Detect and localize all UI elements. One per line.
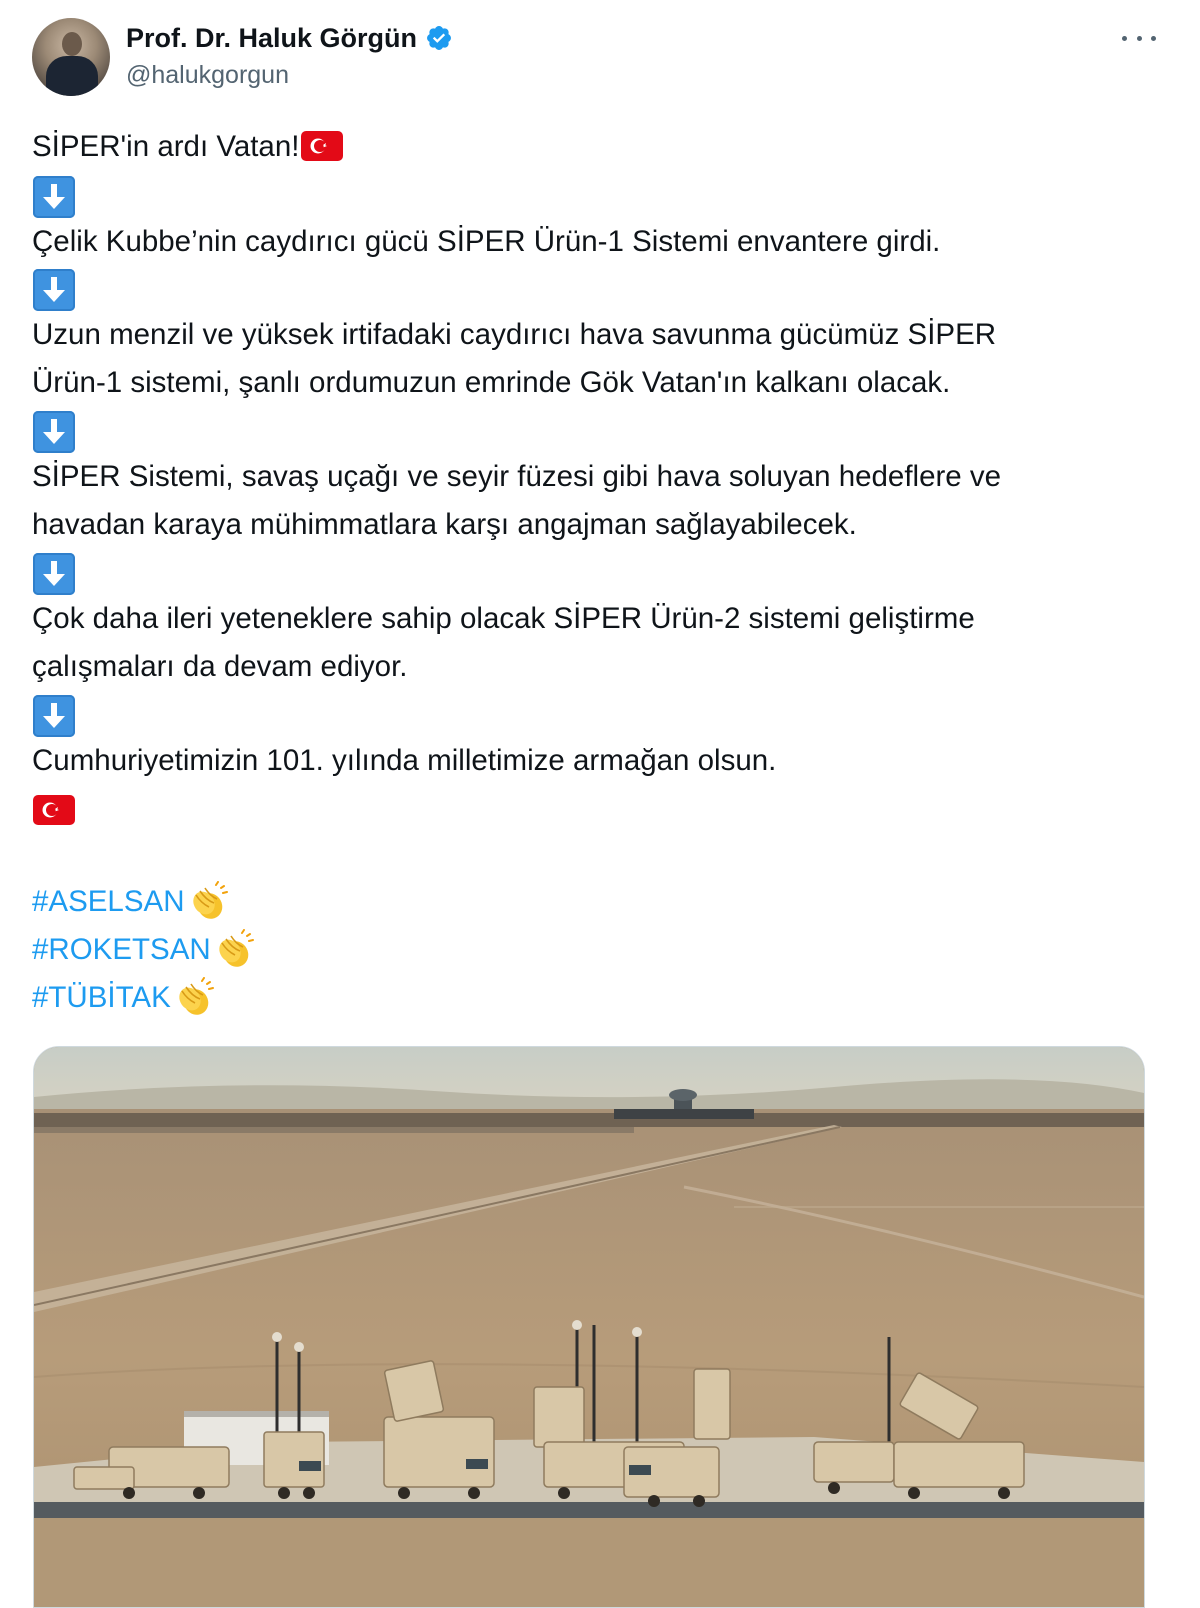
more-options-icon[interactable] [1122,26,1156,50]
down-arrow-icon [33,553,75,595]
tweet-line-1 [32,130,343,164]
author-handle[interactable]: @halukgorgun [126,61,289,89]
avatar[interactable] [32,18,110,96]
clapping-hands-icon [172,977,214,1019]
author-name-row [126,20,453,56]
avatar-head [62,32,82,56]
hashtag-line-2 [32,930,254,970]
tweet-line-9: Cumhuriyetimizin 101. yılında milletimize armağan olsun. [32,744,777,777]
verified-badge-icon[interactable] [425,24,453,52]
tweet-line-5: SİPER Sistemi, savaş uçağı ve seyir füzesi gibi hava soluyan hedeflere ve [32,460,1002,493]
turkey-flag-icon [301,131,343,161]
desert-air-defense-photo [34,1047,1144,1607]
hashtag-roketsan[interactable]: #ROKETSAN [32,933,211,966]
down-arrow-icon [33,695,75,737]
hashtag-aselsan[interactable]: #ASELSAN [32,885,185,918]
avatar-body [46,56,98,96]
clapping-hands-icon [212,929,254,971]
hashtag-tubitak[interactable]: #TÜBİTAK [32,981,171,1014]
tweet-line-6: havadan karaya mühimmatlara karşı angajman sağlayabilecek. [32,508,857,541]
turkey-flag-icon [33,795,75,825]
tweet-media-photo[interactable] [33,1046,1145,1608]
tweet-line-2: Çelik Kubbe’nin caydırıcı gücü SİPER Ürün-1 Sistemi envantere girdi. [32,225,941,258]
clapping-hands-icon [186,881,228,923]
hashtag-line-3 [32,978,214,1018]
tweet-line-8: çalışmaları da devam ediyor. [32,650,408,683]
down-arrow-icon [33,411,75,453]
tweet-text-1: SİPER'in ardı Vatan! [32,130,300,163]
hashtag-line-1 [32,882,228,922]
tweet-line-7: Çok daha ileri yeteneklere sahip olacak SİPER Ürün-2 sistemi geliştirme [32,602,975,635]
down-arrow-icon [33,176,75,218]
author-display-name[interactable]: Prof. Dr. Haluk Görgün [126,22,418,53]
tweet-line-3: Uzun menzil ve yüksek irtifadaki caydırıcı hava savunma gücümüz SİPER [32,318,997,351]
tweet-line-4: Ürün-1 sistemi, şanlı ordumuzun emrinde Gök Vatan'ın kalkanı olacak. [32,366,951,399]
down-arrow-icon [33,269,75,311]
